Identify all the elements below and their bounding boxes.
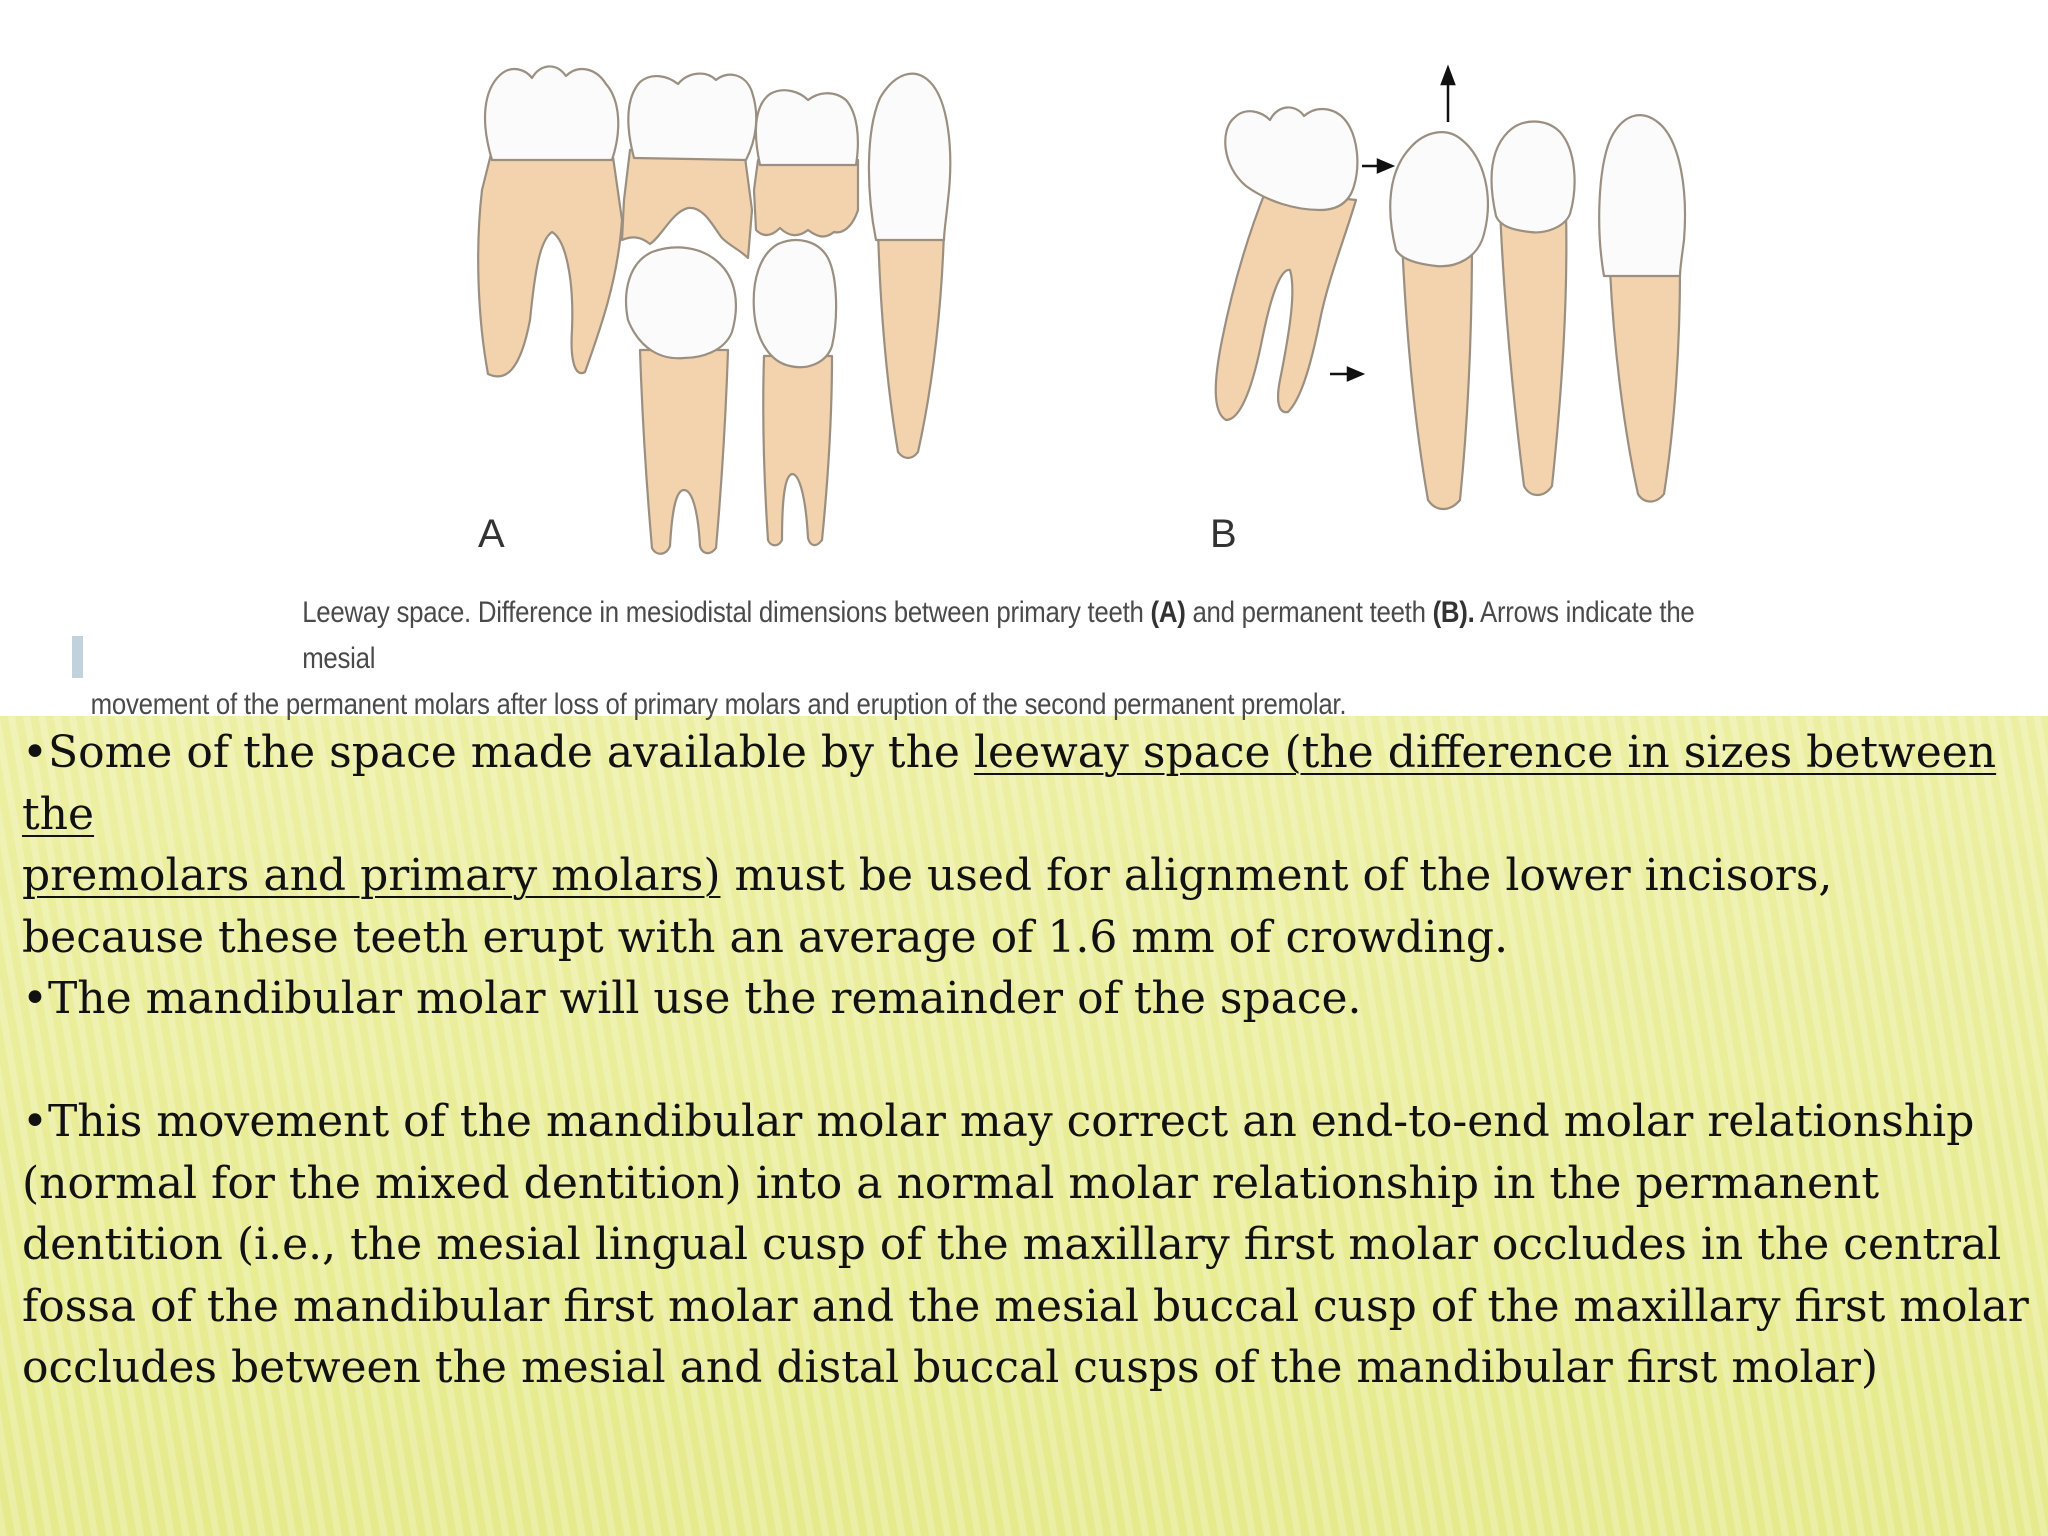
panel-label-a: A	[478, 512, 505, 556]
bullet-text: dentition (i.e., the mesial lingual cusp of the maxillary first molar occludes in the central	[22, 1219, 2002, 1270]
a-permanent-canine-root	[878, 230, 944, 458]
bullet-mandibular-molar: •The mandibular molar will use the remainder of the space.	[22, 973, 1362, 1024]
caption-line-2: movement of the permanent molars after loss of primary molars and eruption of the second permanent premolar.	[90, 688, 1347, 721]
bullet-text: (normal for the mixed dentition) into a normal molar relationship in the permanent	[22, 1157, 1880, 1209]
slide-body-text	[22, 722, 2032, 1399]
b-first-molar-crown	[1225, 107, 1357, 210]
panel-label-b: B	[1210, 512, 1237, 556]
bullet-text: •This movement of the mandibular molar may correct an end-to-end molar relationship	[22, 1096, 1975, 1147]
caption-text: Leeway space. Difference in mesiodistal dimensions between primary teeth	[302, 596, 1151, 629]
b-premolar-1-crown	[1492, 122, 1575, 233]
a-primary-first-molar-crown	[628, 74, 756, 160]
bullet-text: must be used for alignment of the lower incisors,	[720, 850, 1833, 901]
bullet-molar-relationship	[22, 1091, 2032, 1399]
caption-line-1	[70, 590, 1756, 682]
a-permanent-canine-crown	[869, 74, 950, 240]
b-canine-root	[1610, 270, 1680, 502]
a-premolar-1-root	[640, 350, 728, 554]
b-premolar-1-root	[1500, 210, 1566, 495]
caption-text: and permanent teeth	[1185, 596, 1433, 629]
a-premolar-1-crown	[626, 247, 736, 358]
a-premolar-2-crown	[754, 240, 836, 367]
a-primary-second-molar-roots	[478, 150, 622, 376]
b-premolar-2-root	[1402, 240, 1472, 509]
a-primary-first-molar-roots	[622, 150, 752, 258]
caption-ref-b: (B).	[1432, 596, 1475, 629]
a-primary-canine-root	[754, 160, 858, 236]
bullet-text: fossa of the mandibular first molar and the mesial buccal cusp of the maxillary first molar	[22, 1280, 2029, 1332]
underlined-definition: leeway space (the difference in sizes between the	[22, 727, 1997, 840]
a-premolar-2-root	[763, 356, 832, 545]
b-premolar-2-crown	[1390, 132, 1488, 266]
figure-caption	[70, 590, 1756, 728]
bullet-text: occludes between the mesial and distal buccal cusps of the mandibular first molar)	[22, 1342, 1879, 1393]
b-first-molar-roots	[1216, 190, 1356, 420]
a-primary-second-molar-crown	[485, 66, 618, 160]
caption-text: Arrows indicate the mesial	[302, 596, 1695, 675]
underlined-definition: premolars and primary molars)	[22, 850, 721, 901]
caption-ref-a: (A)	[1150, 596, 1186, 629]
bullet-text: because these teeth erupt with an average of 1.6 mm of crowding.	[22, 911, 1509, 963]
leeway-space-figure	[0, 0, 2048, 721]
b-canine-crown	[1599, 115, 1685, 276]
bullet-leeway-space	[22, 722, 2032, 968]
bullet-text: •Some of the space made available by the	[22, 727, 974, 778]
a-primary-canine-crown	[756, 90, 858, 165]
paragraph-gap	[22, 1030, 2032, 1092]
